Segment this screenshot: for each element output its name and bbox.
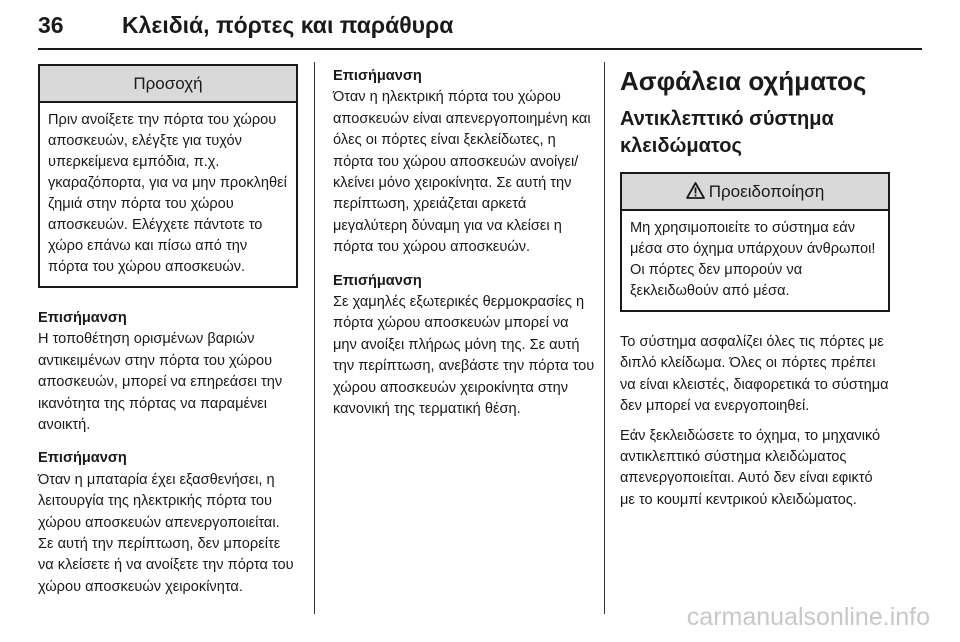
note-title: Επισήμανση bbox=[333, 68, 422, 84]
note-title: Επισήμανση bbox=[333, 272, 422, 289]
caution-box bbox=[38, 64, 298, 288]
note-text: Η τοποθέτηση ορισμένων βαριών αντικειμένων στην πόρτα του χώρου αποσκευών, μπορεί να επηρεάσει την ικανότητα της πόρτας να παραμένει ανοικτή. bbox=[38, 331, 283, 434]
column-divider-2 bbox=[604, 62, 605, 614]
note bbox=[333, 271, 595, 421]
page-number: 36 bbox=[38, 12, 64, 38]
column-3 bbox=[620, 64, 890, 511]
warning-box-header bbox=[622, 174, 888, 211]
warning-box bbox=[620, 172, 890, 312]
note bbox=[333, 66, 595, 259]
note bbox=[38, 308, 298, 436]
warning-box-title: Προειδοποίηση bbox=[708, 182, 825, 201]
paragraph: Το σύστημα ασφαλίζει όλες τις πόρτες με διπλό κλείδωμα. Όλες οι πόρτες πρέπει να είναι κλειστές, διαφορετικά το σύστημα δεν μπορεί να ενεργοποιηθεί. bbox=[620, 334, 889, 415]
warning-triangle-icon bbox=[686, 176, 705, 211]
paragraph: Εάν ξεκλειδώσετε το όχημα, το μηχανικό αντικλεπτικό σύστημα κλειδώματος απενεργοποιείται. Αυτό δεν είναι εφικτό με το κουμπί κεντρικού κλειδώματος. bbox=[620, 427, 881, 508]
note-title: Επισήμανση bbox=[38, 450, 127, 467]
note-text: Όταν η ηλεκτρική πόρτα του χώρου αποσκευών είναι απενεργοποιημένη και όλες οι πόρτες είναι ξεκλείδωτες, η πόρτα του χώρου αποσκευών ανοίγει/κλείνει μόνο χειροκίνητα. Σε αυτή την περίπτωση, χρειάζεται αρκετά μεγαλύτερη δύναμη για να κλείσει η πόρτα του χώρου αποσκευών. bbox=[333, 89, 591, 256]
note bbox=[38, 448, 298, 598]
note-text: Όταν η μπαταρία έχει εξασθενήσει, η λειτουργία της ηλεκτρικής πόρτα του χώρου αποσκευών απενεργοποιείται. Σε αυτή την περίπτωση, δεν μπορείτε να κλείσετε ή να ανοίξετε την πόρτα του χώρου αποσκευών χειροκίνητα. bbox=[38, 471, 294, 595]
section-heading: Ασφάλεια οχήματος bbox=[620, 66, 867, 96]
column-2 bbox=[333, 66, 595, 421]
column-divider-1 bbox=[314, 62, 315, 614]
caution-box-text: Πριν ανοίξετε την πόρτα του χώρου αποσκευών, ελέγξτε για τυχόν υπερκείμενα εμπόδια, π.χ. γκαραζόπορτα, για να μην προκληθεί ζημιά στην πόρτα του χώρου αποσκευών. Ελέγχετε πάντοτε το χώρο επάνω και πίσω από την πόρτα του χώρου αποσκευών. bbox=[48, 112, 287, 275]
caution-box-title: Προσοχή bbox=[40, 66, 296, 103]
watermark: carmanualsonline.info bbox=[686, 603, 930, 631]
note-title: Επισήμανση bbox=[38, 310, 127, 326]
section-subheading: Αντικλεπτικό σύστημα κλειδώματος bbox=[620, 108, 834, 157]
note-text: Σε χαμηλές εξωτερικές θερμοκρασίες η πόρτα χώρου αποσκευών μπορεί να μην ανοίξει πλήρως μόνη της. Σε αυτή την περίπτωση, ανεβάστε την πόρτα του χώρου αποσκευών χειροκίνητα στην κανονική της τερματική θέση. bbox=[333, 294, 595, 418]
column-1 bbox=[38, 64, 298, 598]
warning-box-text: Μη χρησιμοποιείτε το σύστημα εάν μέσα στο όχημα υπάρχουν άνθρωποι! Οι πόρτες δεν μπορούν να ξεκλειδωθούν από μέσα. bbox=[630, 220, 876, 299]
page-header bbox=[38, 6, 922, 50]
page-title: Κλειδιά, πόρτες και παράθυρα bbox=[122, 12, 454, 38]
